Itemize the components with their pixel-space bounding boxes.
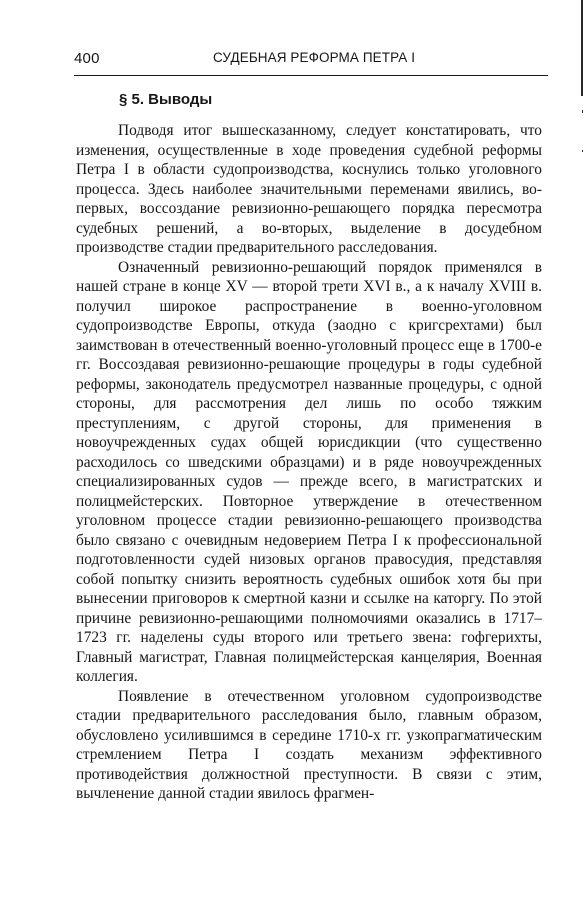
paragraph-3: Появление в отечественном уголовном судопроизводстве стадии предварительного расследования было, главным образом, обусловлено усилившимся в середине 1710-х гг. узкопрагматическим стремлением Петра I создать механизм эффективного противодействия должностной преступности. В связи с этим, вычленение данной стадии явилось фрагмен- xyxy=(76,687,542,802)
paragraph-2: Означенный ревизионно-решающий порядок применялся в нашей стране в конце XV — второй трети XVI в., а к началу XVIII в. получил широкое распространение в военно-уголовном судопроизводстве Европы, откуда (заодно с кригсрехтами) был заимствован в отечественный военно-уголовный процесс еще в 1700-е гг. Воссоздавая ревизионно-решающие процедуры в годы судебной реформы, законодатель предусмотрел названные процедуры, с одной стороны, для рассмотрения дел лишь по особо тяжким преступлениям, с другой стороны, для применения в новоучрежденных судах общей юрисдикции (что существенно расходилось со шведскими образцами) и в ряде новоучрежденных специализированных судов — прежде всего, в магистратских и полицмейстерских. Повторное утверждение в отечественном уголовном процессе стадии ревизионно-решающего производства было связано с очевидным недоверием Петра I к профессиональной подготовленности судей низовых органов правосудия, представляя собой попытку снизить вероятность судебных ошибок хотя бы при вынесении приговоров к смертной казни и ссылке на каторгу. По этой причине ревизионно-решающими полномочиями оказались в 1717–1723 гг. наделены суды второго или третьего звена: гофгерихты, Главный магистрат, Главная полицмейстерская канцелярия, Военная коллегия. xyxy=(76,258,542,685)
page-number: 400 xyxy=(74,50,100,67)
section-heading: § 5. Выводы xyxy=(119,91,213,108)
header-rule xyxy=(74,75,548,76)
paragraph-1: Подводя итог вышесказанному, следует констатировать, что изменения, осуществленные в ходе проведения судебной реформы Петра I в области судопроизводства, коснулись только уголовного процесса. Здесь наиболее значительными переменами явились, во-первых, воссоздание ревизионно-решающего порядка пересмотра судебных решений, а во-вторых, выделение в досудебном производстве стадии предварительного расследования. xyxy=(76,122,542,256)
body-text xyxy=(76,121,542,804)
scan-edge-marks xyxy=(577,0,585,912)
running-head-title: СУДЕБНАЯ РЕФОРМА ПЕТРА I xyxy=(213,50,416,65)
running-head xyxy=(74,40,562,70)
